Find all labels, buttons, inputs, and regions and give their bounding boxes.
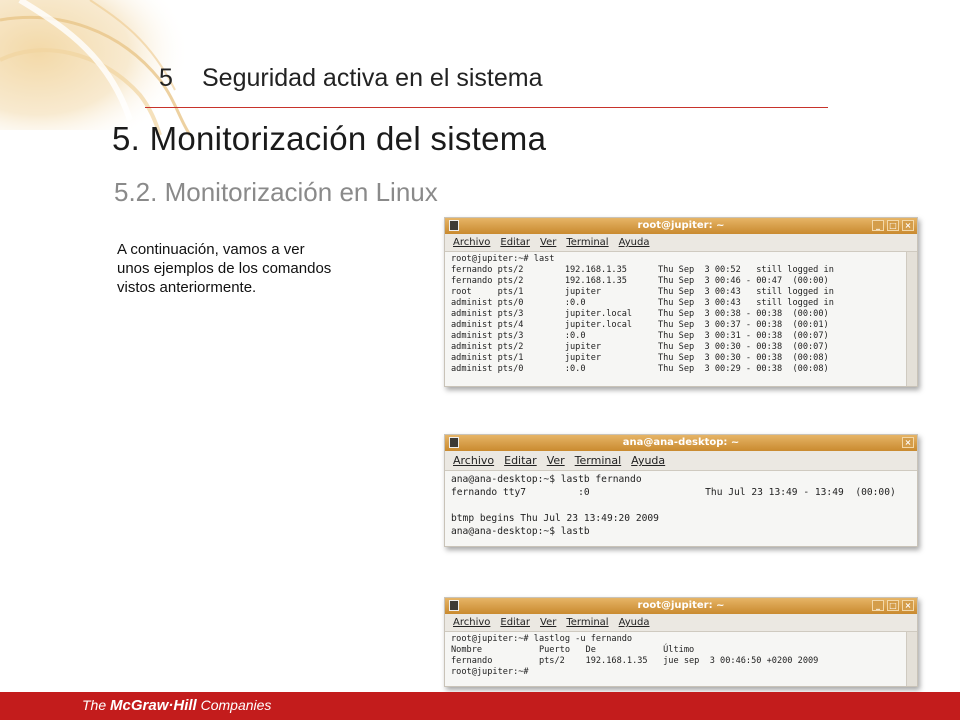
menu-ver[interactable]: Ver (546, 454, 565, 467)
intro-line: vistos anteriormente. (117, 279, 257, 296)
terminal-titlebar (445, 435, 917, 451)
terminal-window-lastb (444, 434, 918, 547)
terminal-title: root@jupiter: ~ (637, 220, 725, 231)
menu-editar[interactable]: Editar (500, 617, 530, 628)
menu-ayuda[interactable]: Ayuda (618, 617, 650, 628)
intro-line: unos ejemplos de los comandos (117, 260, 332, 277)
intro-line: A continuación, vamos a ver (117, 241, 305, 258)
menu-ayuda[interactable]: Ayuda (618, 237, 650, 248)
terminal-output[interactable] (445, 252, 917, 377)
maximize-button[interactable]: □ (887, 600, 899, 611)
terminal-line: fernando tty7 :0 Thu Jul 23 13:49 - 13:49 (00:00) (451, 487, 896, 498)
terminal-output[interactable] (445, 632, 917, 680)
terminal-line: root@jupiter:~# (451, 667, 529, 677)
terminal-line: administ pts/0 :0.0 Thu Sep 3 00:29 - 00:38 (00:08) (451, 364, 829, 374)
terminal-app-icon (449, 437, 459, 448)
terminal-menubar (445, 234, 917, 252)
menu-ver[interactable]: Ver (540, 617, 557, 628)
terminal-menubar (445, 451, 917, 471)
publisher-logo (82, 697, 271, 714)
terminal-titlebar (445, 218, 917, 234)
terminal-line: ana@ana-desktop:~$ lastb fernando (451, 474, 642, 485)
terminal-line: administ pts/3 :0.0 Thu Sep 3 00:31 - 00:38 (00:07) (451, 331, 829, 341)
terminal-line: root@jupiter:~# lastlog -u fernando (451, 634, 633, 644)
chapter-number: 5 (159, 64, 173, 92)
terminal-title: ana@ana-desktop: ~ (622, 437, 740, 448)
terminal-line: fernando pts/2 192.168.1.35 jue sep 3 00:46:50 +0200 2009 (451, 656, 819, 666)
menu-archivo[interactable]: Archivo (453, 237, 491, 248)
minimize-button[interactable]: _ (872, 600, 884, 611)
terminal-line: administ pts/2 jupiter Thu Sep 3 00:30 - 00:38 (00:07) (451, 342, 829, 352)
menu-editar[interactable]: Editar (504, 454, 537, 467)
menu-editar[interactable]: Editar (500, 237, 530, 248)
logo-prefix: The (82, 697, 111, 713)
terminal-line: btmp begins Thu Jul 23 13:49:20 2009 (451, 513, 659, 524)
close-button[interactable]: × (902, 437, 914, 448)
minimize-button[interactable]: _ (872, 220, 884, 231)
terminal-scrollbar[interactable] (906, 252, 917, 386)
close-button[interactable]: × (902, 600, 914, 611)
terminal-line: fernando pts/2 192.168.1.35 Thu Sep 3 00:52 still logged in (451, 265, 834, 275)
terminal-line: root@jupiter:~# last (451, 254, 555, 264)
close-button[interactable]: × (902, 220, 914, 231)
terminal-scrollbar[interactable] (906, 632, 917, 686)
terminal-line: ana@ana-desktop:~$ lastb (451, 526, 590, 537)
terminal-line: administ pts/4 jupiter.local Thu Sep 3 00:37 - 00:38 (00:01) (451, 320, 829, 330)
menu-terminal[interactable]: Terminal (574, 454, 622, 467)
terminal-line: root pts/1 jupiter Thu Sep 3 00:43 still logged in (451, 287, 834, 297)
terminal-app-icon (449, 220, 459, 231)
terminal-line (451, 499, 911, 512)
menu-archivo[interactable]: Archivo (453, 454, 495, 467)
terminal-line: administ pts/0 :0.0 Thu Sep 3 00:43 still logged in (451, 298, 834, 308)
terminal-menubar (445, 614, 917, 632)
menu-terminal[interactable]: Terminal (566, 617, 609, 628)
header-divider (145, 107, 828, 108)
page-title: 5. Monitorización del sistema (112, 120, 547, 157)
terminal-titlebar (445, 598, 917, 614)
menu-ver[interactable]: Ver (540, 237, 557, 248)
terminal-output[interactable] (445, 471, 917, 540)
terminal-window-last (444, 217, 918, 387)
terminal-line: administ pts/1 jupiter Thu Sep 3 00:30 - 00:38 (00:08) (451, 353, 829, 363)
menu-ayuda[interactable]: Ayuda (631, 454, 666, 467)
terminal-line: administ pts/3 jupiter.local Thu Sep 3 00:38 - 00:38 (00:00) (451, 309, 829, 319)
menu-archivo[interactable]: Archivo (453, 617, 491, 628)
section-subtitle: 5.2. Monitorización en Linux (114, 177, 438, 207)
terminal-window-lastlog (444, 597, 918, 687)
intro-text (117, 240, 397, 297)
logo-suffix: Companies (196, 697, 272, 713)
chapter-title: Seguridad activa en el sistema (202, 64, 543, 92)
terminal-line: Nombre Puerto De Último (451, 645, 695, 655)
maximize-button[interactable]: □ (887, 220, 899, 231)
terminal-line: fernando pts/2 192.168.1.35 Thu Sep 3 00:46 - 00:47 (00:00) (451, 276, 829, 286)
menu-terminal[interactable]: Terminal (566, 237, 609, 248)
terminal-title: root@jupiter: ~ (637, 600, 725, 611)
logo-brand: McGraw·Hill (110, 697, 197, 714)
terminal-app-icon (449, 600, 459, 611)
